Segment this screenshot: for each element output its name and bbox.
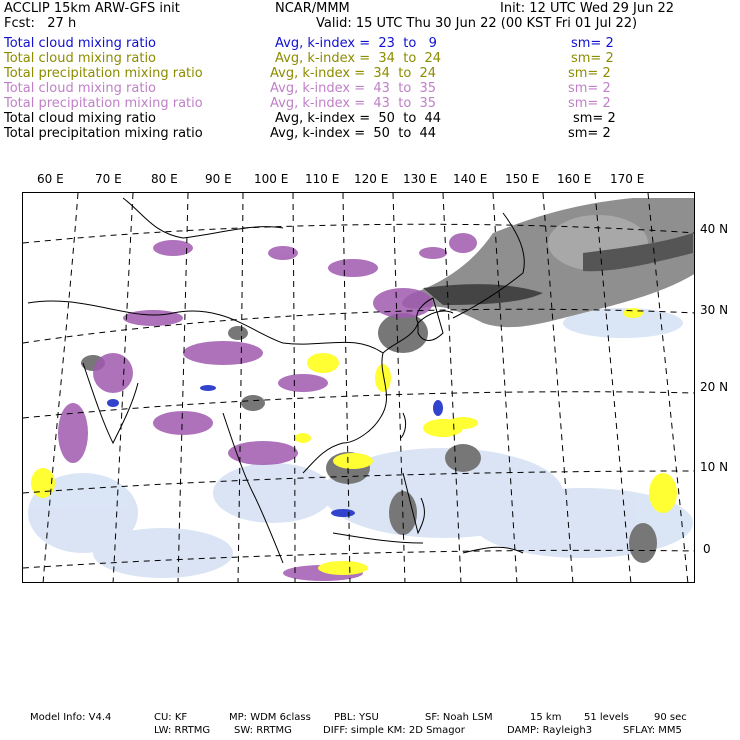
- microphysics-scheme: MP: WDM 6class: [229, 712, 311, 723]
- vertical-levels: 51 levels: [584, 712, 629, 723]
- legend-sm: sm= 2: [568, 66, 611, 81]
- legend-sm: sm= 2: [568, 126, 611, 141]
- legend-sm: sm= 2: [571, 36, 614, 51]
- legend-field: Total precipitation mixing ratio: [4, 66, 203, 81]
- lon-label: 90 E: [205, 172, 232, 186]
- surface-scheme: SF: Noah LSM: [425, 712, 493, 723]
- legend-avg: Avg, k-index = 34 to 24: [270, 66, 437, 81]
- grid-spacing: 15 km: [530, 712, 562, 723]
- lon-label: 100 E: [254, 172, 289, 186]
- lat-label: 20 N: [700, 380, 729, 394]
- legend-field: Total cloud mixing ratio: [4, 36, 157, 51]
- organization-label: NCAR/MMM: [275, 1, 350, 16]
- pbl-scheme: PBL: YSU: [334, 712, 379, 723]
- legend-avg: Avg, k-index = 50 to 44: [270, 126, 437, 141]
- lon-label: 70 E: [95, 172, 122, 186]
- lat-label: 30 N: [700, 303, 729, 317]
- legend-field: Total cloud mixing ratio: [4, 81, 157, 96]
- legend-sm: sm= 2: [568, 81, 611, 96]
- legend-avg: Avg, k-index = 43 to 35: [270, 96, 437, 111]
- lat-label: 0: [703, 542, 711, 556]
- legend-field: Total precipitation mixing ratio: [4, 96, 203, 111]
- lon-label: 140 E: [453, 172, 488, 186]
- forecast-hour: Fcst: 27 h: [4, 16, 77, 31]
- lon-label: 110 E: [305, 172, 340, 186]
- cumulus-scheme: CU: KF: [154, 712, 188, 723]
- lon-label: 160 E: [557, 172, 592, 186]
- cloud-map: [23, 193, 695, 583]
- legend-sm: sm= 2: [568, 96, 611, 111]
- lon-label: 130 E: [403, 172, 438, 186]
- surface-layer-scheme: SFLAY: MM5: [623, 725, 682, 736]
- legend-field: Total cloud mixing ratio: [4, 51, 157, 66]
- lon-label: 150 E: [505, 172, 540, 186]
- time-step: 90 sec: [654, 712, 687, 723]
- legend-avg: Avg, k-index = 34 to 24: [275, 51, 442, 66]
- longwave-scheme: LW: RRTMG: [154, 725, 211, 736]
- lon-label: 120 E: [354, 172, 389, 186]
- lat-label: 10 N: [700, 460, 729, 474]
- legend-sm: sm= 2: [573, 111, 616, 126]
- model-version: Model Info: V4.4: [30, 712, 112, 723]
- legend-avg: Avg, k-index = 23 to 9: [275, 36, 437, 51]
- legend-sm: sm= 2: [571, 51, 614, 66]
- init-time: Init: 12 UTC Wed 29 Jun 22: [500, 1, 675, 16]
- legend-field: Total cloud mixing ratio: [4, 111, 157, 126]
- shortwave-scheme: SW: RRTMG: [234, 725, 292, 736]
- legend-avg: Avg, k-index = 50 to 44: [275, 111, 442, 126]
- map-panel: [22, 192, 695, 583]
- map-title: ACCLIP 15km ARW-GFS init: [4, 1, 180, 16]
- valid-time: Valid: 15 UTC Thu 30 Jun 22 (00 KST Fri 01 Jul 22): [316, 16, 638, 31]
- damping-scheme: DAMP: Rayleigh3: [507, 725, 593, 736]
- diffusion-scheme: DIFF: simple KM: 2D Smagor: [323, 725, 465, 736]
- lon-label: 80 E: [151, 172, 178, 186]
- legend-avg: Avg, k-index = 43 to 35: [270, 81, 437, 96]
- lat-label: 40 N: [700, 222, 729, 236]
- legend-field: Total precipitation mixing ratio: [4, 126, 203, 141]
- lon-label: 60 E: [37, 172, 64, 186]
- lon-label: 170 E: [610, 172, 645, 186]
